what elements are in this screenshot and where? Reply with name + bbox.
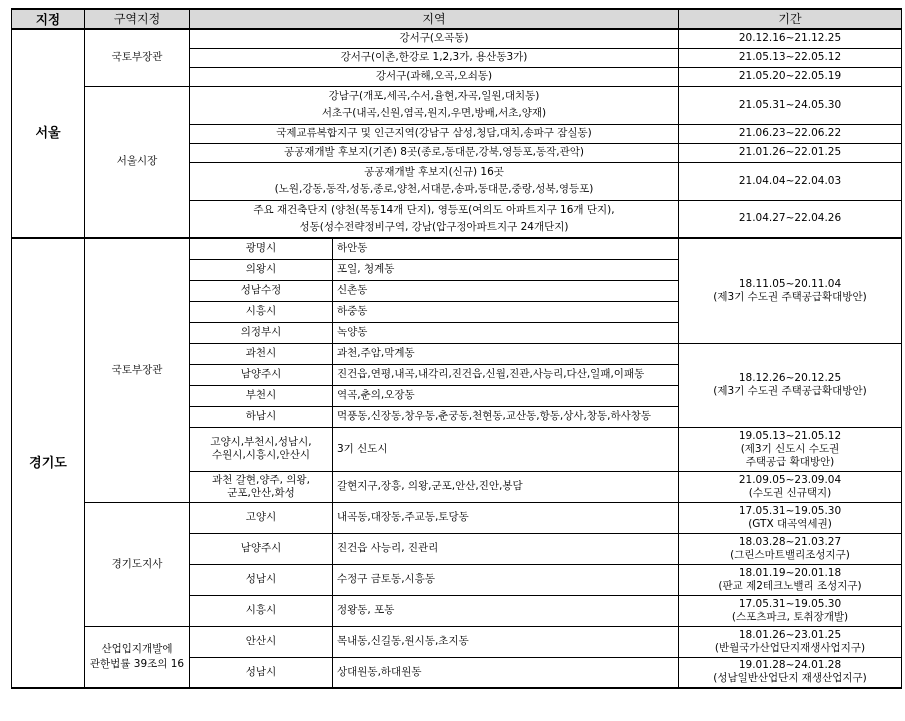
period-cell: 21.09.05~23.09.04 (수도권 신규택지) [679,471,902,502]
area-cell: 포일, 청계동 [333,259,679,280]
header-row [12,9,902,29]
header-designator: 구역지정 [85,9,190,29]
city-cell: 의정부시 [190,322,333,343]
table-row [12,29,902,48]
period-cell: 21.05.31~24.05.30 [679,86,902,124]
designator-gyeonggi-molit: 국토부장관 [85,238,190,502]
city-cell: 하남시 [190,406,333,427]
area-cell: 역곡,춘의,오장동 [333,385,679,406]
designator-gyeonggi-governor: 경기도지사 [85,502,190,626]
period-cell: 21.05.20~22.05.19 [679,67,902,86]
land-permit-zone-table [11,8,902,689]
city-cell: 부천시 [190,385,333,406]
area-cell: 과천,주암,막계동 [333,343,679,364]
designation-table-wrapper [11,8,901,689]
period-cell: 17.05.31~19.05.30 (GTX 대곡역세권) [679,502,902,533]
area-cell: 공공재개발 후보지(기존) 8곳(종로,동대문,강북,영등포,동작,관악) [190,143,679,162]
area-cell: 목내동,신길동,원시동,초지동 [333,626,679,657]
area-cell: 하안동 [333,238,679,259]
area-cell: 갈현지구,장흥, 의왕,군포,안산,진안,봉담 [333,471,679,502]
city-cell: 성남시 [190,657,333,688]
area-cell: 수정구 금토동,시흥동 [333,564,679,595]
designator-seoul-molit: 국토부장관 [85,29,190,86]
city-cell: 남양주시 [190,364,333,385]
area-cell: 정왕동, 포동 [333,595,679,626]
period-cell: 17.05.31~19.05.30 (스포츠파크, 토취장개발) [679,595,902,626]
header-area: 지역 [190,9,679,29]
city-cell: 과천 갈현,양주, 의왕, 군포,안산,화성 [190,471,333,502]
area-cell: 녹양동 [333,322,679,343]
city-cell: 고양시,부천시,성남시, 수원시,시흥시,안산시 [190,427,333,471]
city-cell: 성남시 [190,564,333,595]
area-cell: 신촌동 [333,280,679,301]
designator-gyeonggi-industrial: 산업입지개발에 관한법률 39조의 16 [85,626,190,688]
period-cell: 21.06.23~22.06.22 [679,124,902,143]
area-cell: 먹풍동,신장동,창우동,춘궁동,천현동,교산동,항동,상사,창동,하사창동 [333,406,679,427]
table-row [12,502,902,533]
area-cell: 상대원동,하대원동 [333,657,679,688]
table-row [12,238,902,259]
period-cell: 18.01.26~23.01.25 (반월국가산업단지재생사업지구) [679,626,902,657]
header-period: 기간 [679,9,902,29]
city-cell: 고양시 [190,502,333,533]
period-cell: 21.04.04~22.04.03 [679,162,902,200]
city-cell: 안산시 [190,626,333,657]
period-cell: 18.03.28~21.03.27 (그린스마트밸리조성지구) [679,533,902,564]
area-cell: 하중동 [333,301,679,322]
city-cell: 시흥시 [190,595,333,626]
city-cell: 광명시 [190,238,333,259]
area-cell: 진건읍,연평,내곡,내각리,진건읍,신월,진관,사능리,다산,일패,이패동 [333,364,679,385]
city-cell: 의왕시 [190,259,333,280]
designator-seoul-mayor: 서울시장 [85,86,190,238]
period-cell: 18.11.05~20.11.04 (제3기 수도권 주택공급확대방안) [679,238,902,343]
area-cell: 내곡동,대장동,주교동,토당동 [333,502,679,533]
period-cell: 20.12.16~21.12.25 [679,29,902,48]
header-region: 지정 [12,9,85,29]
area-cell: 국제교류복합지구 및 인근지역(강남구 삼성,청담,대치,송파구 잠실동) [190,124,679,143]
city-cell: 시흥시 [190,301,333,322]
area-cell: 진건읍 사능리, 진관리 [333,533,679,564]
period-cell: 21.04.27~22.04.26 [679,200,902,238]
period-cell: 21.01.26~22.01.25 [679,143,902,162]
period-cell: 21.05.13~22.05.12 [679,48,902,67]
region-gyeonggi: 경기도 [12,238,85,688]
area-cell: 공공재개발 후보지(신규) 16곳 (노원,강동,동작,성동,종로,양천,서대문,송파,동대문,중랑,성북,영등포) [190,162,679,200]
period-cell: 19.01.28~24.01.28 (성남일반산업단지 재생산업지구) [679,657,902,688]
city-cell: 남양주시 [190,533,333,564]
city-cell: 과천시 [190,343,333,364]
table-row [12,626,902,657]
period-cell: 19.05.13~21.05.12 (제3기 신도시 수도권 주택공급 확대방안) [679,427,902,471]
area-cell: 강서구(과해,오곡,오쇠동) [190,67,679,86]
area-cell: 강서구(오곡동) [190,29,679,48]
area-cell: 3기 신도시 [333,427,679,471]
city-cell: 성남수정 [190,280,333,301]
period-cell: 18.12.26~20.12.25 (제3기 수도권 주택공급확대방안) [679,343,902,427]
area-cell: 강서구(이촌,한강로 1,2,3가, 용산동3가) [190,48,679,67]
area-cell: 주요 재건축단지 (양천(목동14개 단지), 영등포(여의도 아파트지구 16개 단지), 성동(성수전략정비구역, 강남(압구정아파트지구 24개단지) [190,200,679,238]
table-row [12,86,902,124]
region-seoul: 서울 [12,29,85,238]
area-cell: 강남구(개포,세곡,수서,율현,자곡,일원,대치동) 서초구(내곡,신원,염곡,원지,우면,방배,서초,양재) [190,86,679,124]
period-cell: 18.01.19~20.01.18 (판교 제2테크노밸리 조성지구) [679,564,902,595]
